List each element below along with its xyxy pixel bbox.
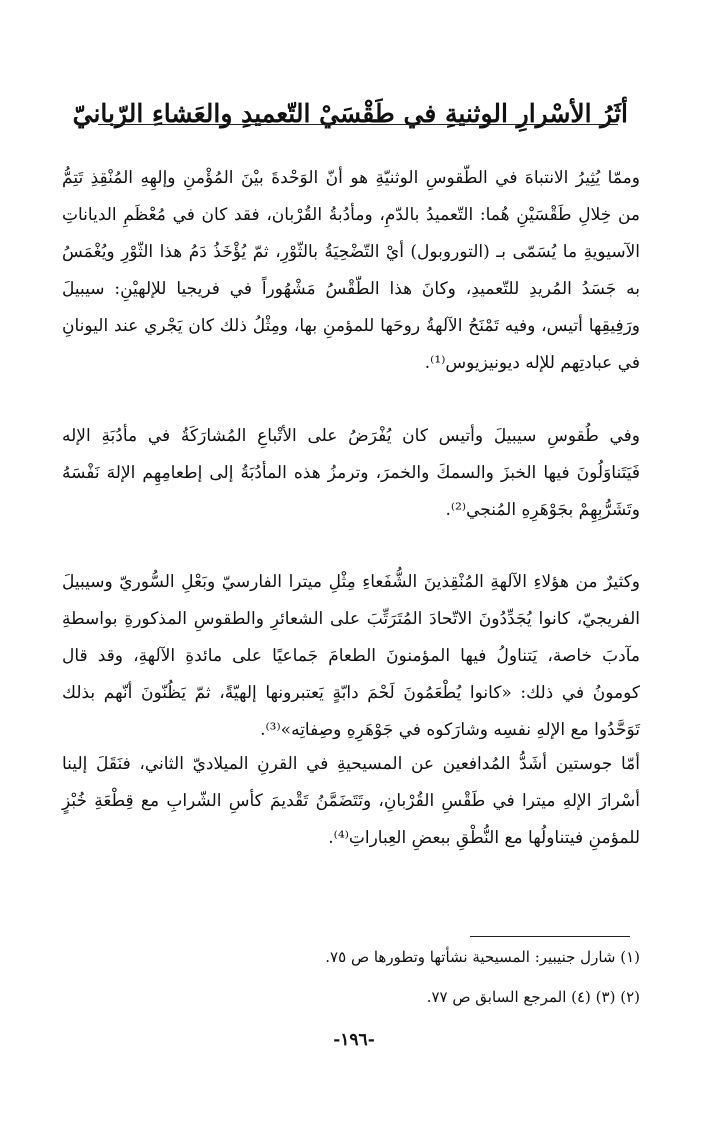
footnote-1: (١) شارل جنيبير: المسيحية نشأتها وتطورها ص ٧٥. [325, 948, 640, 966]
page-number: -١٩٦- [333, 1030, 375, 1050]
paragraph-3: وكثيرٌ من هؤلاءِ الآلهةِ المُنْقِذينَ الشُّفَعاءِ مِثْلِ ميترا الفارسيّ وبَعْلِ السُّوريّ وسيبيلَ الفريجيّ، كانوا يُجَدِّدُونَ الاتّحادَ المُتَرَتِّبَ على الشعائرِ والطقوسِ المذكورةِ بواسطةِ مآدبَ خاصة، يَتناولُ فيها المؤمنونَ الطعامَ جَماعيًا على مائدةِ الآلهةِ، وقد قال كومونُ في ذلك: «كانوا يُطْعَمُونَ لَحْمَ دابّةٍ يَعتبرونها إلهيّةً، ثمّ يَظُنّونَ أنّهم بذلك تَوَحَّدُوا مع الإلهِ نفسِه وشارَكوه في جَوْهَرِهِ وصِفاتِه»⁽³⁾. [62, 572, 640, 740]
paragraph-1: وممّا يُثِيرُ الانتباهَ في الطّقوسِ الوثنيّةِ هو أنّ الوَحْدةَ بيْنَ المُؤْمنِ وإلهِهِ المُنْقِذِ تَتِمُّ من خِلالِ طَقْسَيْنِ هُما: التّعميدُ بالدّمِ، ومأدُبةُ القُرْبان، فقد كان في مُعْظَمِ الدياناتِ الآسيويةِ ما يُسَمّى بـ (التوروبول) أيْ التّضْحِيَةُ بالثّوْرِ، ثمّ يُؤْخَذُ دَمُ هذا الثّوْرِ ويُغْمَسُ به جَسَدُ المُريدِ للتّعميدِ، وكانَ هذا الطّقْسُ مَشْهُوراً في فريجيا للإلهيْنِ: سيبيلَ ورَفِيقِها أتيس، وفيه تَمْنَحُ الآلهةُ روحَها للمؤمنِ بها، ومِثْلُ ذلك كان يَجْري عند اليونانِ في عبادتِهم للإله ديونيزيوس⁽¹⁾. [62, 168, 640, 373]
title-underline [98, 124, 618, 125]
footnote-separator [470, 936, 630, 937]
paragraph-4: أمّا جوستين أشَدُّ المُدافعين عن المسيحيةِ في القرنِ الميلاديّ الثاني، فنَقَلَ إلينا أسْرارَ الإلهِ ميترا في طَقْسِ القُرْبانِ، وتَتَضَمَّنُ تَقْديمَ كأسِ الشّرابِ مع قِطْعَةِ خُبْزٍ للمؤمنِ فيتناولُها مع النُّطْقِ ببعضِ العِباراتِ⁽⁴⁾. [62, 754, 640, 848]
page-title: أثَرُ الأسْرارِ الوثنيةِ في طَقْسَيْ التّعميدِ والعَشاءِ الرّبانيّ [72, 98, 628, 128]
footnote-2: (٢) (٣) (٤) المرجع السابق ص ٧٧. [426, 988, 640, 1006]
paragraph-2: وفي طُقوسِ سيبيلَ وأتيس كان يُفْرَضُ على الأتْباعِ المُشارَكَةُ في مأدُبَةِ الإله فَيَتَناوَلُونَ فيها الخبزَ والسمكَ والخمرَ، وترمزُ هذه المأدُبَةُ إلى إطعامِهِم الإلهَ نَفْسَهُ وتَشَرُّبِهِمْ بجَوْهَرِهِ المُنجي⁽²⁾. [62, 426, 640, 520]
